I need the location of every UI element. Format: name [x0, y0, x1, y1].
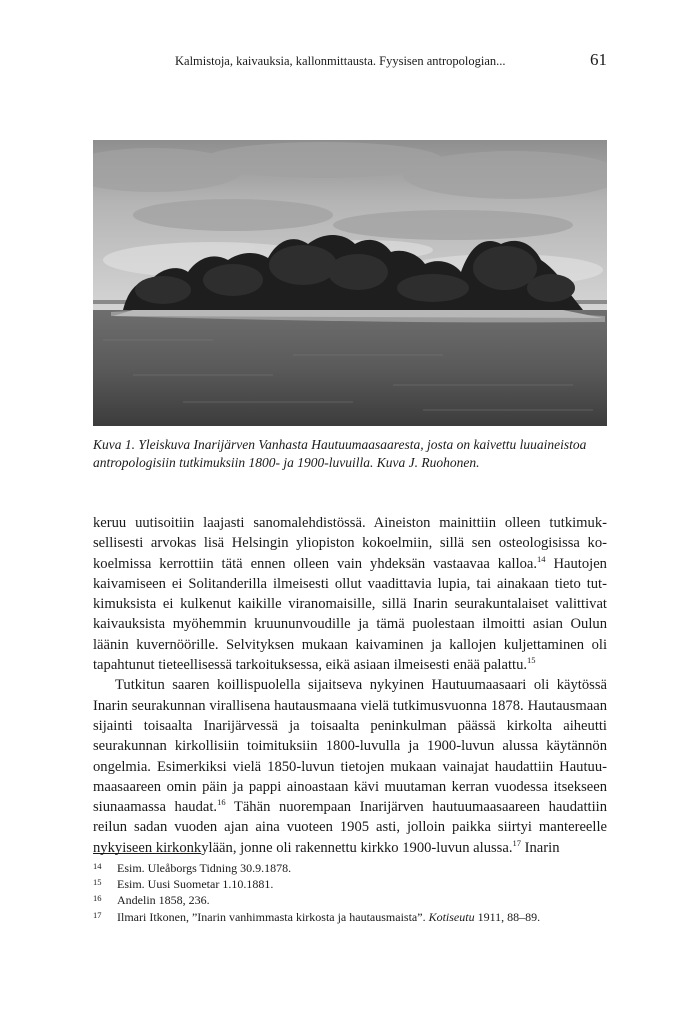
footnote-number: 16	[93, 893, 102, 904]
footnote-text: Esim. Uusi Suometar 1.10.1881.	[117, 877, 274, 892]
footnotes	[93, 860, 607, 925]
paragraph-2-part-a: Tutkitun saaren koillispuolella sijaitseva nykyinen Hautuumaasaari oli käytössä Inarin seurakunnan virallisena hautausmaana vielä tutkimusvuonna 1878. Hautausmaan sijainti toisaalta Inarijärvessä ja toisaalta peninkulman päässä kirkolta aiheutti seurakunnan kirkollisiin toimituksiin 1800-luvulla ja 1900-luvun alussa käytännön ongelmia. Esimerkiksi vielä 1850-luvun tietojen mukaan vainajat haudattiin Hautuumaasaareen omin päin ja pappi ainoastaan kävi muutaman kerran vuodessa itsekseen siunaamassa haudat.	[93, 677, 607, 816]
footnote-15	[93, 876, 607, 892]
footnote-16	[93, 892, 607, 908]
paragraph-1-part-b: Hautojen kaivamiseen ei Solitanderilla ilmeisesti ollut vaadittavia lupia, tai ainakaan tieto tutkimuksista ei kulkenut kaikille viranomaisille, sillä Inarin seurakuntalaiset valittivat kaivauksista myöhemmin kruununvoudille ja tämä puolestaan ilmoitti asian Oulun läänin kuvernöörille. Selvityksen mukaan kaivaminen ja kallojen kuljettaminen oli tapahtunut tieteellisessä tarkoituksessa, eikä asiaan ilmeisesti enää palattu.	[93, 555, 607, 674]
footnote-number: 14	[93, 861, 102, 871]
footnote-ref-14: 14	[537, 553, 546, 564]
island-photo-graphic	[93, 140, 607, 426]
footnote-ref-15: 15	[527, 655, 536, 666]
running-head: Kalmistoja, kaivauksia, kallonmittausta. Fyysisen antropologian...	[175, 54, 506, 68]
paragraph-2-part-c: Inarin	[521, 839, 560, 856]
footnote-text-part: Ilmari Itkonen, ”Inarin vanhimmasta kirkosta ja hautausmaista”.	[117, 909, 429, 924]
paragraph-2	[93, 675, 607, 858]
footnote-number: 17	[93, 909, 102, 920]
page-header	[93, 52, 607, 72]
figure-caption: Kuva 1. Yleiskuva Inarijärven Vanhasta Hautuumaasaaresta, josta on kaivettu luuaineistoa antropologisiin tutkimuksiin 1800- ja 1900-luvuilla. Kuva J. Ruohonen.	[93, 437, 587, 470]
footnote-separator	[93, 853, 201, 854]
paragraph-2-part-b: Tähän nuorempaan Inarijärven hautuumaasaareen haudattiin reilun sadan vuoden ajan aina vuoteen 1905 asti, jolloin paikka siirtyi mantereelle nykyiseen kirkonkylään, jonne oli rakennettu kirkko 1900-luvun alussa.	[93, 799, 607, 856]
footnote-17	[93, 909, 607, 925]
paragraph-1	[93, 513, 607, 675]
footnote-text: Esim. Uleåborgs Tidning 30.9.1878.	[117, 861, 292, 875]
footnote-text	[117, 909, 607, 925]
footnote-journal-title: Kotiseutu	[428, 909, 475, 924]
footnote-ref-17: 17	[512, 837, 521, 848]
footnote-number: 15	[93, 877, 102, 888]
footnote-14	[93, 860, 607, 876]
footnote-text: Andelin 1858, 236.	[117, 893, 210, 908]
island-photo	[93, 140, 607, 426]
footnote-text-part: 1911, 88–89.	[474, 909, 541, 924]
footnote-ref-16: 16	[217, 797, 226, 808]
page-number: 61	[590, 50, 607, 69]
paragraph-1-part-a: keruu uutisoitiin laajasti sanomalehdistössä. Aineiston mainittiin olleen tutkimuksellisesti arvokas lisä Helsingin yliopiston kokoelmiin, sillä sen osteologisissa kokoelmissa kerrottiin tätä ennen olleen vain yhdeksän vastaavaa kalloa.	[93, 515, 607, 572]
body-text	[93, 513, 607, 858]
